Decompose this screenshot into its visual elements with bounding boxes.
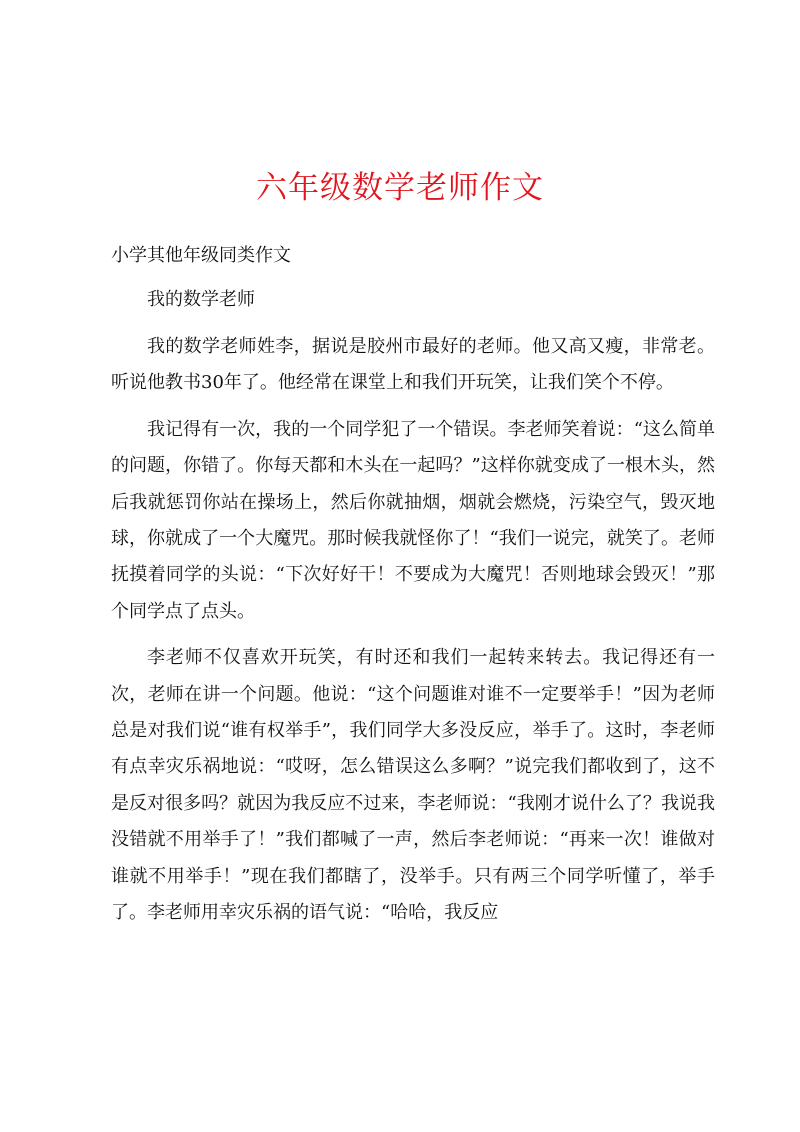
document-category: 小学其他年级同类作文 [111, 245, 291, 266]
paragraph-3: 李老师不仅喜欢开玩笑，有时还和我们一起转来转去。我记得还有一次，老师在讲一个问题。他说：“这个问题谁对谁不一定要举手！”因为老师总是对我们说“谁有权举手”，我们同学大多没反应，举手了。这时，李老师有点幸灾乐祸地说：“哎呀，怎么错误这么多啊？”说完我们都收到了，这不是反对很多吗？就因为我反应不过来，李老师说：“我刚才说什么了？我说我没错就不用举手了！”我们都喊了一声，然后李老师说：“再来一次！谁做对谁就不用举手！”现在我们都瞎了，没举手。只有两三个同学听懂了，举手了。李老师用幸灾乐祸的语气说：“哈哈，我反应 [111, 647, 715, 924]
essay-subtitle: 我的数学老师 [147, 289, 255, 310]
document-title: 六年级数学老师作文 [256, 170, 544, 206]
essay-body [111, 329, 715, 942]
paragraph-1: 我的数学老师姓李，据说是胶州市最好的老师。他又高又瘦，非常老。听说他教书30年了。他经常在课堂上和我们开玩笑，让我们笑个不停。 [111, 336, 715, 394]
paragraph-2: 我记得有一次，我的一个同学犯了一个错误。李老师笑着说：“这么简单的问题，你错了。你每天都和木头在一起吗？”这样你就变成了一根木头，然后我就惩罚你站在操场上，然后你就抽烟，烟就会燃烧，污染空气，毁灭地球，你就成了一个大魔咒。那时候我就怪你了！“我们一说完，就笑了。老师抚摸着同学的头说：“下次好好干！不要成为大魔咒！否则地球会毁灭！”那个同学点了点头。 [111, 418, 715, 622]
